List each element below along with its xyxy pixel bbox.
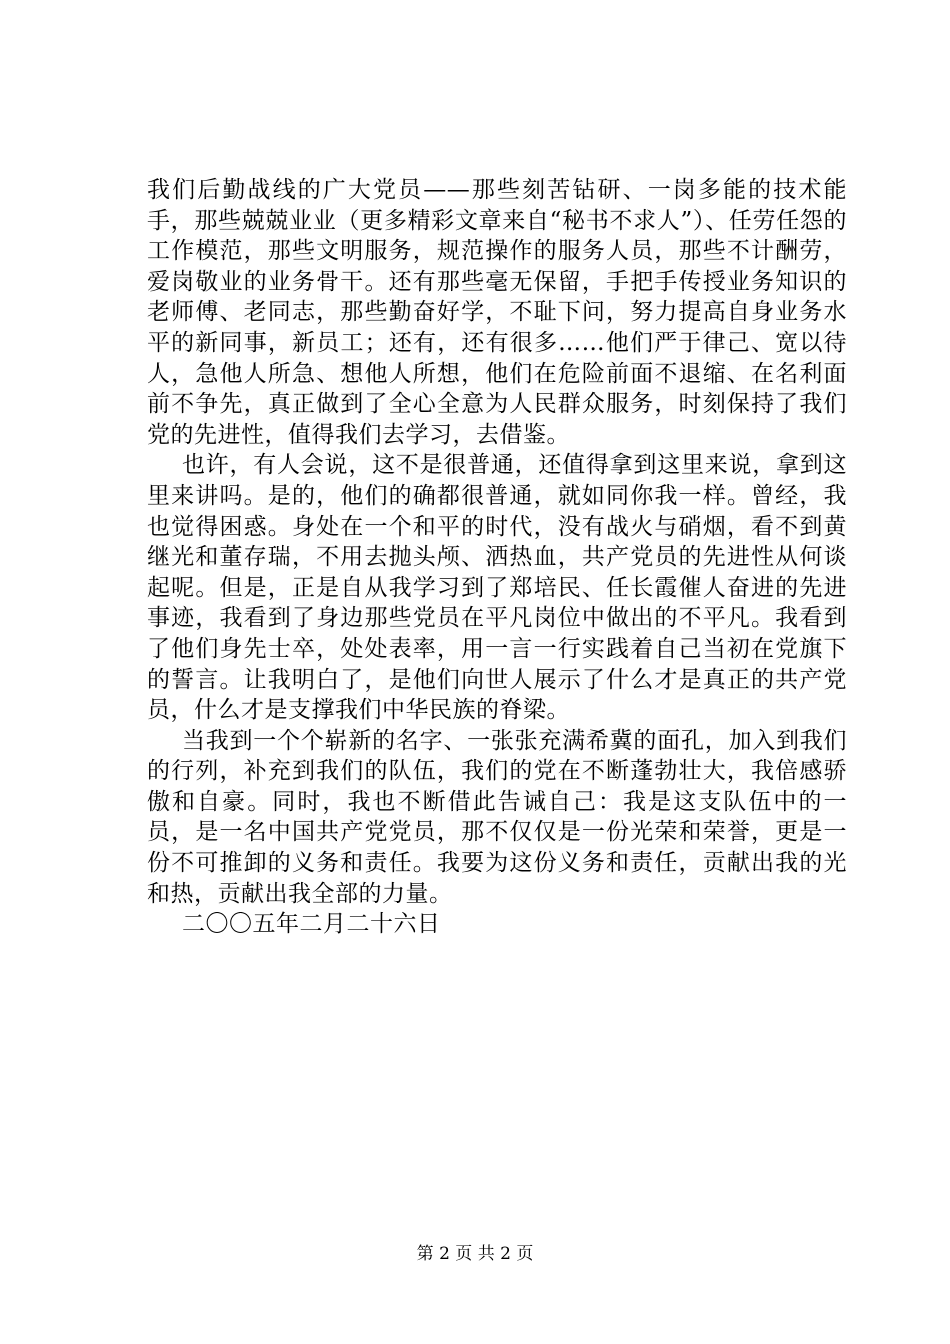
page-number-footer: 第 2 页 共 2 页 <box>416 1244 534 1264</box>
paragraph-2: 也许，有人会说，这不是很普通，还值得拿到这里来说，拿到这里来讲吗。是的，他们的确都很普通，就如同你我一样。曾经，我也觉得困惑。身处在一个和平的时代，没有战火与硝烟，看不到黄继光和董存瑞，不用去抛头颅、洒热血，共产党员的先进性从何谈起呢。但是，正是自从我学习到了郑培民、任长霞催人奋进的先进事迹，我看到了身边那些党员在平凡岗位中做出的不平凡。我看到了他们身先士卒，处处表率，用一言一行实践着自己当初在党旗下的誓言。让我明白了，是他们向世人展示了什么才是真正的共产党员，什么才是支撑我们中华民族的脊梁。 <box>147 452 847 724</box>
paragraph-3: 当我到一个个崭新的名字、一张张充满希冀的面孔，加入到我们的行列，补充到我们的队伍，我们的党在不断蓬勃壮大，我倍感骄傲和自豪。同时，我也不断借此告诫自己：我是这支队伍中的一员，是一名中国共产党党员，那不仅仅是一份光荣和荣誉，更是一份不可推卸的义务和责任。我要为这份义务和责任，贡献出我的光和热，贡献出我全部的力量。 <box>147 727 847 907</box>
document-body <box>147 175 847 940</box>
document-date: 二〇〇五年二月二十六日 <box>182 911 441 938</box>
paragraph-1: 我们后勤战线的广大党员——那些刻苦钻研、一岗多能的技术能手，那些兢兢业业（更多精彩文章来自“秘书不求人”）、任劳任怨的工作模范，那些文明服务，规范操作的服务人员，那些不计酬劳，爱岗敬业的业务骨干。还有那些毫无保留，手把手传授业务知识的老师傅、老同志，那些勤奋好学，不耻下问，努力提高自身业务水平的新同事，新员工；还有，还有很多……他们严于律己、宽以待人，急他人所急、想他人所想，他们在危险前面不退缩、在名利面前不争先，真正做到了全心全意为人民群众服务，时刻保持了我们党的先进性，值得我们去学习，去借鉴。 <box>147 177 847 448</box>
